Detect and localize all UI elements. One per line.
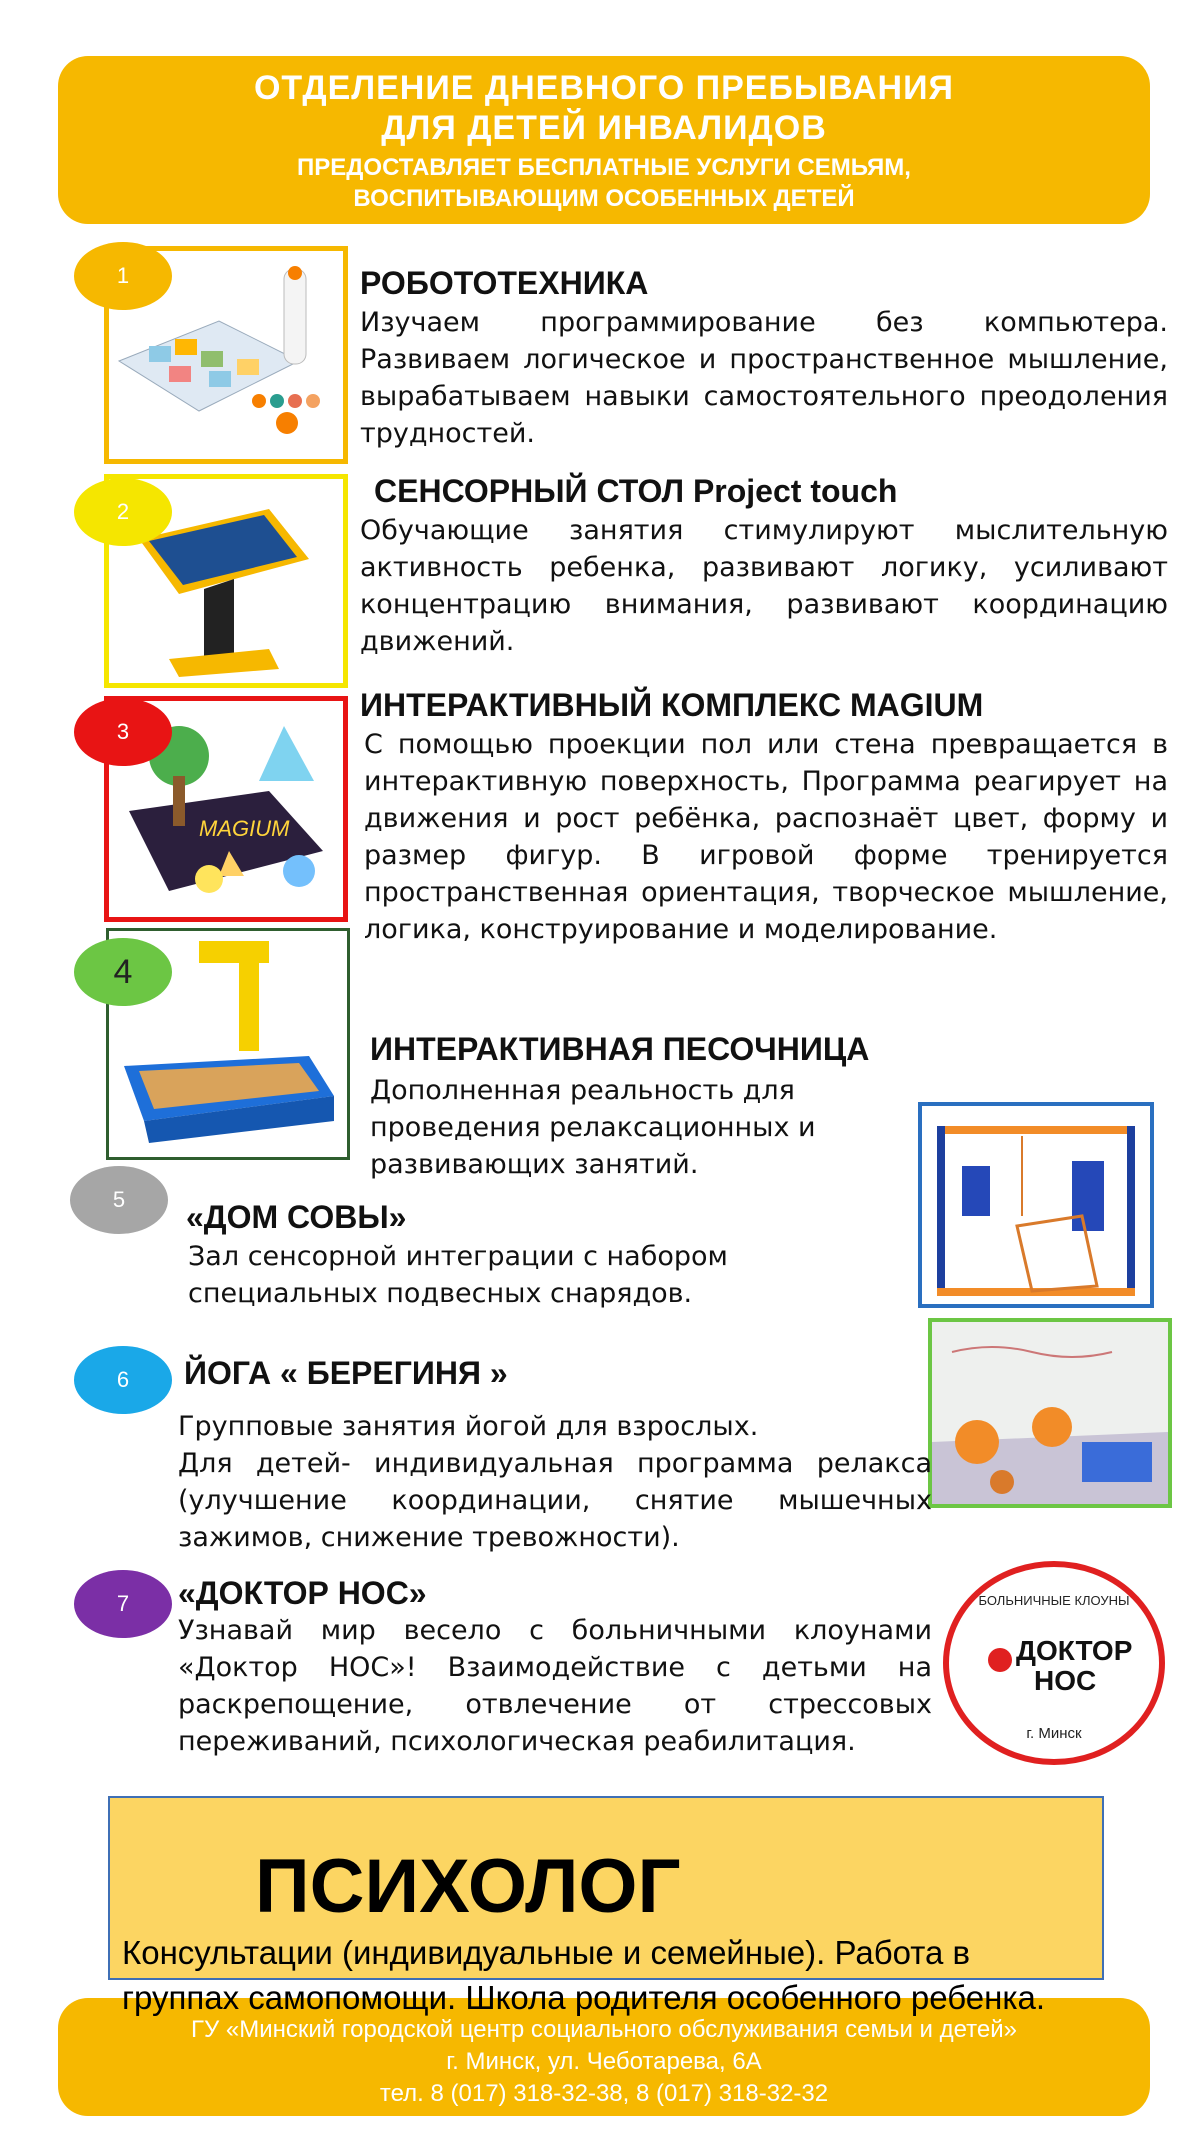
magium-title: ИНТЕРАКТИВНЫЙ КОМПЛЕКС MAGIUM	[360, 687, 984, 723]
footer-address: г. Минск, ул. Чеботарева, 6А	[446, 2048, 762, 2075]
number-badge-5	[70, 1166, 168, 1234]
yoga-room-image	[928, 1318, 1172, 1508]
footer-org-name: ГУ «Минский городской центр социального обслуживания семьи и детей»	[191, 2016, 1017, 2043]
psychologist-description: Консультации (индивидуальные и семейные). Работа в группах самопомощи. Школа родителя особенного ребенка.	[122, 1934, 1046, 2016]
logo-city: г. Минск	[1026, 1725, 1082, 1742]
number-6-label: 6	[116, 1367, 130, 1392]
number-badge-4	[74, 938, 172, 1006]
doctor-nos-title: «ДОКТОР НОС»	[178, 1575, 427, 1611]
number-badge-7	[74, 1570, 172, 1638]
robotics-description: Изучаем программирование без компьютера. Развиваем логическое и пространственное мышление, вырабатываем навыки самостоятельного преодоления трудностей.	[360, 307, 1168, 449]
number-badge-6	[74, 1346, 172, 1414]
owl-house-title: «ДОМ СОВЫ»	[186, 1199, 407, 1235]
header-subtitle-line2: ВОСПИТЫВАЮЩИМ ОСОБЕННЫХ ДЕТЕЙ	[353, 185, 855, 212]
footer-phones: тел. 8 (017) 318-32-38, 8 (017) 318-32-32	[379, 2080, 829, 2107]
logo-name-line2: НОС	[1034, 1665, 1097, 1696]
number-5-label: 5	[112, 1187, 126, 1212]
magium-description: С помощью проекции пол или стена превращается в интерактивную поверхность, Программа реагирует на движения и рост ребёнка, распознаёт цвет, форму и размер фигур. В игровой форме тренируется пространственная ориентация, творческое мышление, логика, конструирование и моделирование.	[364, 729, 1168, 945]
yoga-description-line1: Групповые занятия йогой для взрослых.	[178, 1411, 759, 1442]
logo-name-line1: ДОКТОР	[1016, 1635, 1133, 1666]
doctor-nos-description: Узнавай мир весело с больничными клоунами «Доктор НОС»! Взаимодействие с детьми на раскрепощение, отвлечение от стрессовых переживаний, психологическая реабилитация.	[178, 1615, 932, 1757]
sandbox-description: Дополненная реальность для проведения релаксационных и развивающих занятий.	[370, 1075, 816, 1180]
sensory-table-title: СЕНСОРНЫЙ СТОЛ Project touch	[374, 473, 898, 509]
number-4-label: 4	[113, 952, 133, 991]
sensory-table-description: Обучающие занятия стимулируют мыслительную активность ребенка, развивают логику, усиливают концентрацию внимания, развивают координацию движений.	[360, 515, 1168, 657]
psychologist-title: ПСИХОЛОГ	[255, 1844, 681, 1929]
header-title-line1: ОТДЕЛЕНИЕ ДНЕВНОГО ПРЕБЫВАНИЯ	[253, 69, 954, 107]
number-badge-1	[74, 242, 172, 310]
header-subtitle-line1: ПРЕДОСТАВЛЯЕТ БЕСПЛАТНЫЕ УСЛУГИ СЕМЬЯМ,	[297, 154, 911, 181]
header-title-line2: ДЛЯ ДЕТЕЙ ИНВАЛИДОВ	[381, 109, 827, 147]
number-3-label: 3	[116, 719, 130, 744]
number-2-label: 2	[116, 499, 130, 524]
sandbox-title: ИНТЕРАКТИВНАЯ ПЕСОЧНИЦА	[370, 1031, 870, 1067]
owl-house-description: Зал сенсорной интеграции с набором специальных подвесных снарядов.	[188, 1241, 728, 1309]
number-1-label: 1	[116, 263, 130, 288]
doctor-nos-logo	[942, 1560, 1166, 1766]
yoga-description: Для детей- индивидуальная программа релакса (улучшение координации, снятие мышечных зажимов, снижение тревожности).	[178, 1448, 932, 1553]
number-badge-2	[74, 478, 172, 546]
yoga-title: ЙОГА « БЕРЕГИНЯ »	[184, 1355, 508, 1391]
magium-logo-text: MAGIUM	[199, 816, 290, 841]
robotics-title: РОБОТОТЕХНИКА	[360, 265, 649, 301]
header-banner	[58, 56, 1150, 224]
owl-house-image	[918, 1102, 1154, 1308]
logo-top-text: БОЛЬНИЧНЫЕ КЛОУНЫ	[978, 1593, 1130, 1608]
number-badge-3	[74, 698, 172, 766]
number-7-label: 7	[116, 1591, 130, 1616]
